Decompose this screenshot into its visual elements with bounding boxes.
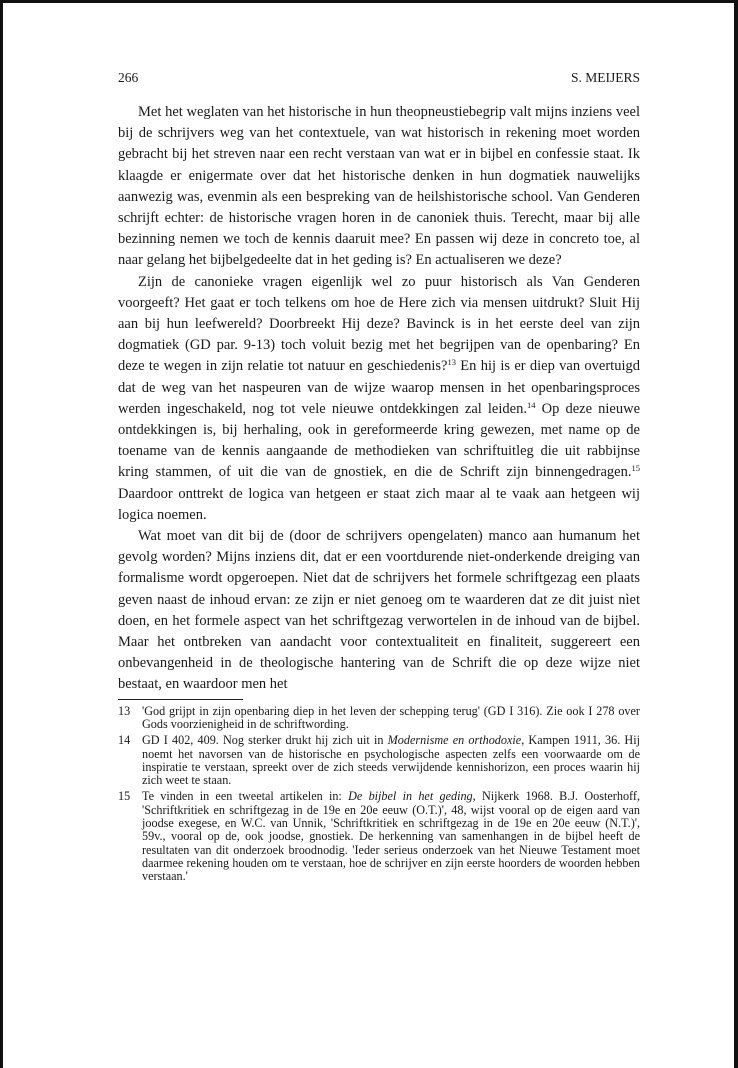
paragraph-2-part-4: Daardoor onttrekt de logica van hetgeen er staat zich maar al te vaak aan hetgeen wij logica noemen.: [118, 485, 640, 523]
footnote-text: 'God grijpt in zijn openbaring diep in het leven der schepping terug' (GD I 316). Zie ook I 278 over Gods voorzienigheid in de schriftwording.: [142, 703, 640, 731]
footnote-13: [118, 705, 640, 732]
paragraph-2-part-1: Zijn de canonieke vragen eigenlijk wel zo puur historisch als Van Genderen voorgeeft? Het gaat er toch telkens om hoe de Here zich via mensen uitdrukt? Sluit Hij aan bij hun leefwereld? Doorbreekt Hij deze? Bavinck is in het eerste deel van zijn dogmatiek (GD par. 9-13) toch voluit bezig met het begrijpen van de openbaring? En deze te wegen in zijn relatie tot natuur en geschiedenis?: [118, 273, 640, 375]
paragraph-2-part-3: Op deze nieuwe ontdekkingen is, bij herhaling, ook in gereformeerde kring gewezen, met name op de toename van de kennis aangaande de methodieken van schriftuitleg die uit rabbijnse kring stammen, of uit die van de gnostiek, en die de Schrift zijn binnengedragen.: [118, 400, 640, 481]
running-head: [118, 70, 640, 86]
footnote-text: [142, 734, 640, 787]
book-page: [118, 70, 640, 887]
scan-border-top: [0, 0, 738, 3]
body-text: [118, 102, 640, 696]
footnote-15: [118, 790, 640, 883]
scan-border-right: [734, 0, 738, 1068]
footnote-text-post: , Kampen 1911, 36. Hij noemt het navorsen van de historische en psychologische aspecten zelfs een voorwaarde om de inspiratie te verstaan, spreekt over de zich steeds verwijdende kennishorizon, een proces waarin hij zich weet te staan.: [142, 733, 640, 788]
paragraph-2: [118, 272, 640, 526]
paragraph-3: Wat moet van dit bij de (door de schrijvers opengelaten) manco aan humanum het gevolg worden? Mijns inziens dit, dat er een voortdurende niet-onderkende dreiging van formalisme wordt opgeroepen. Niet dat de schrijvers het formele schriftgezag een plaats geven naast de inhoud ervan: ze zijn er niet genoeg om te waarderen dat ze dit juist nìet doen, en het formele aspect van het schriftgezag verwortelen in de inhoud van de bijbel. Maar het ontbreken van aandacht voor contextualiteit en finaliteit, suggereert een onbevangenheid in de theologische hantering van de Schrift die op deze wijze niet bestaat, en waardoor men het: [118, 528, 640, 693]
footnote-14: [118, 734, 640, 787]
footnote-ref-14[interactable]: 14: [526, 399, 536, 410]
footnote-number: 15: [118, 789, 131, 804]
footnote-number: 14: [118, 733, 131, 748]
cited-title: Modernisme en orthodoxie: [387, 733, 522, 748]
footnote-text-pre: GD I 402, 409. Nog sterker drukt hij zich uit in: [142, 733, 388, 748]
running-head-author: S. MEIJERS: [570, 70, 640, 85]
footnote-text: [142, 790, 640, 883]
footnote-ref-13[interactable]: 13: [447, 357, 456, 368]
paragraph-1: Met het weglaten van het historische in hun theopneustiebegrip valt mijns inziens veel bij de schrijvers weg van het contextuele, van wat historisch in rekening moet worden gebracht bij het streven naar een recht verstaan van wat er in bijbel en confessie staat. Ik klaagde er enigermate over dat het historische denken in hun dogmatiek nauwelijks aanwezig was, evenmin als een bespreking van de heilshistorische school. Van Genderen schrijft echter: de historische vragen horen in de canoniek thuis. Terecht, maar bij alle bezinning nemen we toch de kennis daaruit mee? En passen wij deze in concreto toe, al naar gelang het bijbelgedeelte dat in het geding is? En actualiseren we deze?: [118, 104, 640, 269]
page-number: 266: [118, 70, 139, 85]
footnotes: [118, 705, 640, 884]
scan-border-left: [0, 0, 3, 1068]
footnote-divider: [118, 699, 243, 700]
cited-title: De bijbel in het geding: [348, 789, 473, 804]
footnote-ref-15[interactable]: 15: [631, 463, 640, 474]
footnote-text-post: , Nijkerk 1968. B.J. Oosterhoff, 'Schriftkritiek en schriftgezag in de 19e en 20e eeuw (O.T.)', 48, wijst vooral op de eigen aard van joodse exegese, en W.C. van Unnik, 'Schriftkritiek en schriftgezag in de 19e en 20e eeuw (N.T.)', 59v., vooral op de, ook joodse, gnostiek. De herkenning van samenhangen in de bijbel heeft de resultaten van dit onderzoek broodnodig. 'Ieder serieus onderzoek van het Nieuwe Testament moet daarmee rekening houden om te verstaan, hoe de schrijver en zijn eerste hoorders de woorden hebben verstaan.': [142, 789, 640, 884]
paragraph-2-part-2: En hij is er diep van overtuigd dat de weg van het naspeuren van de wijze waarop mensen in het openbaringsproces werden ingeschakeld, nog tot vele nieuwe ontdekkingen zal leiden.: [118, 358, 640, 417]
footnote-number: 13: [118, 703, 131, 718]
footnote-text-pre: Te vinden in een tweetal artikelen in:: [142, 789, 349, 804]
